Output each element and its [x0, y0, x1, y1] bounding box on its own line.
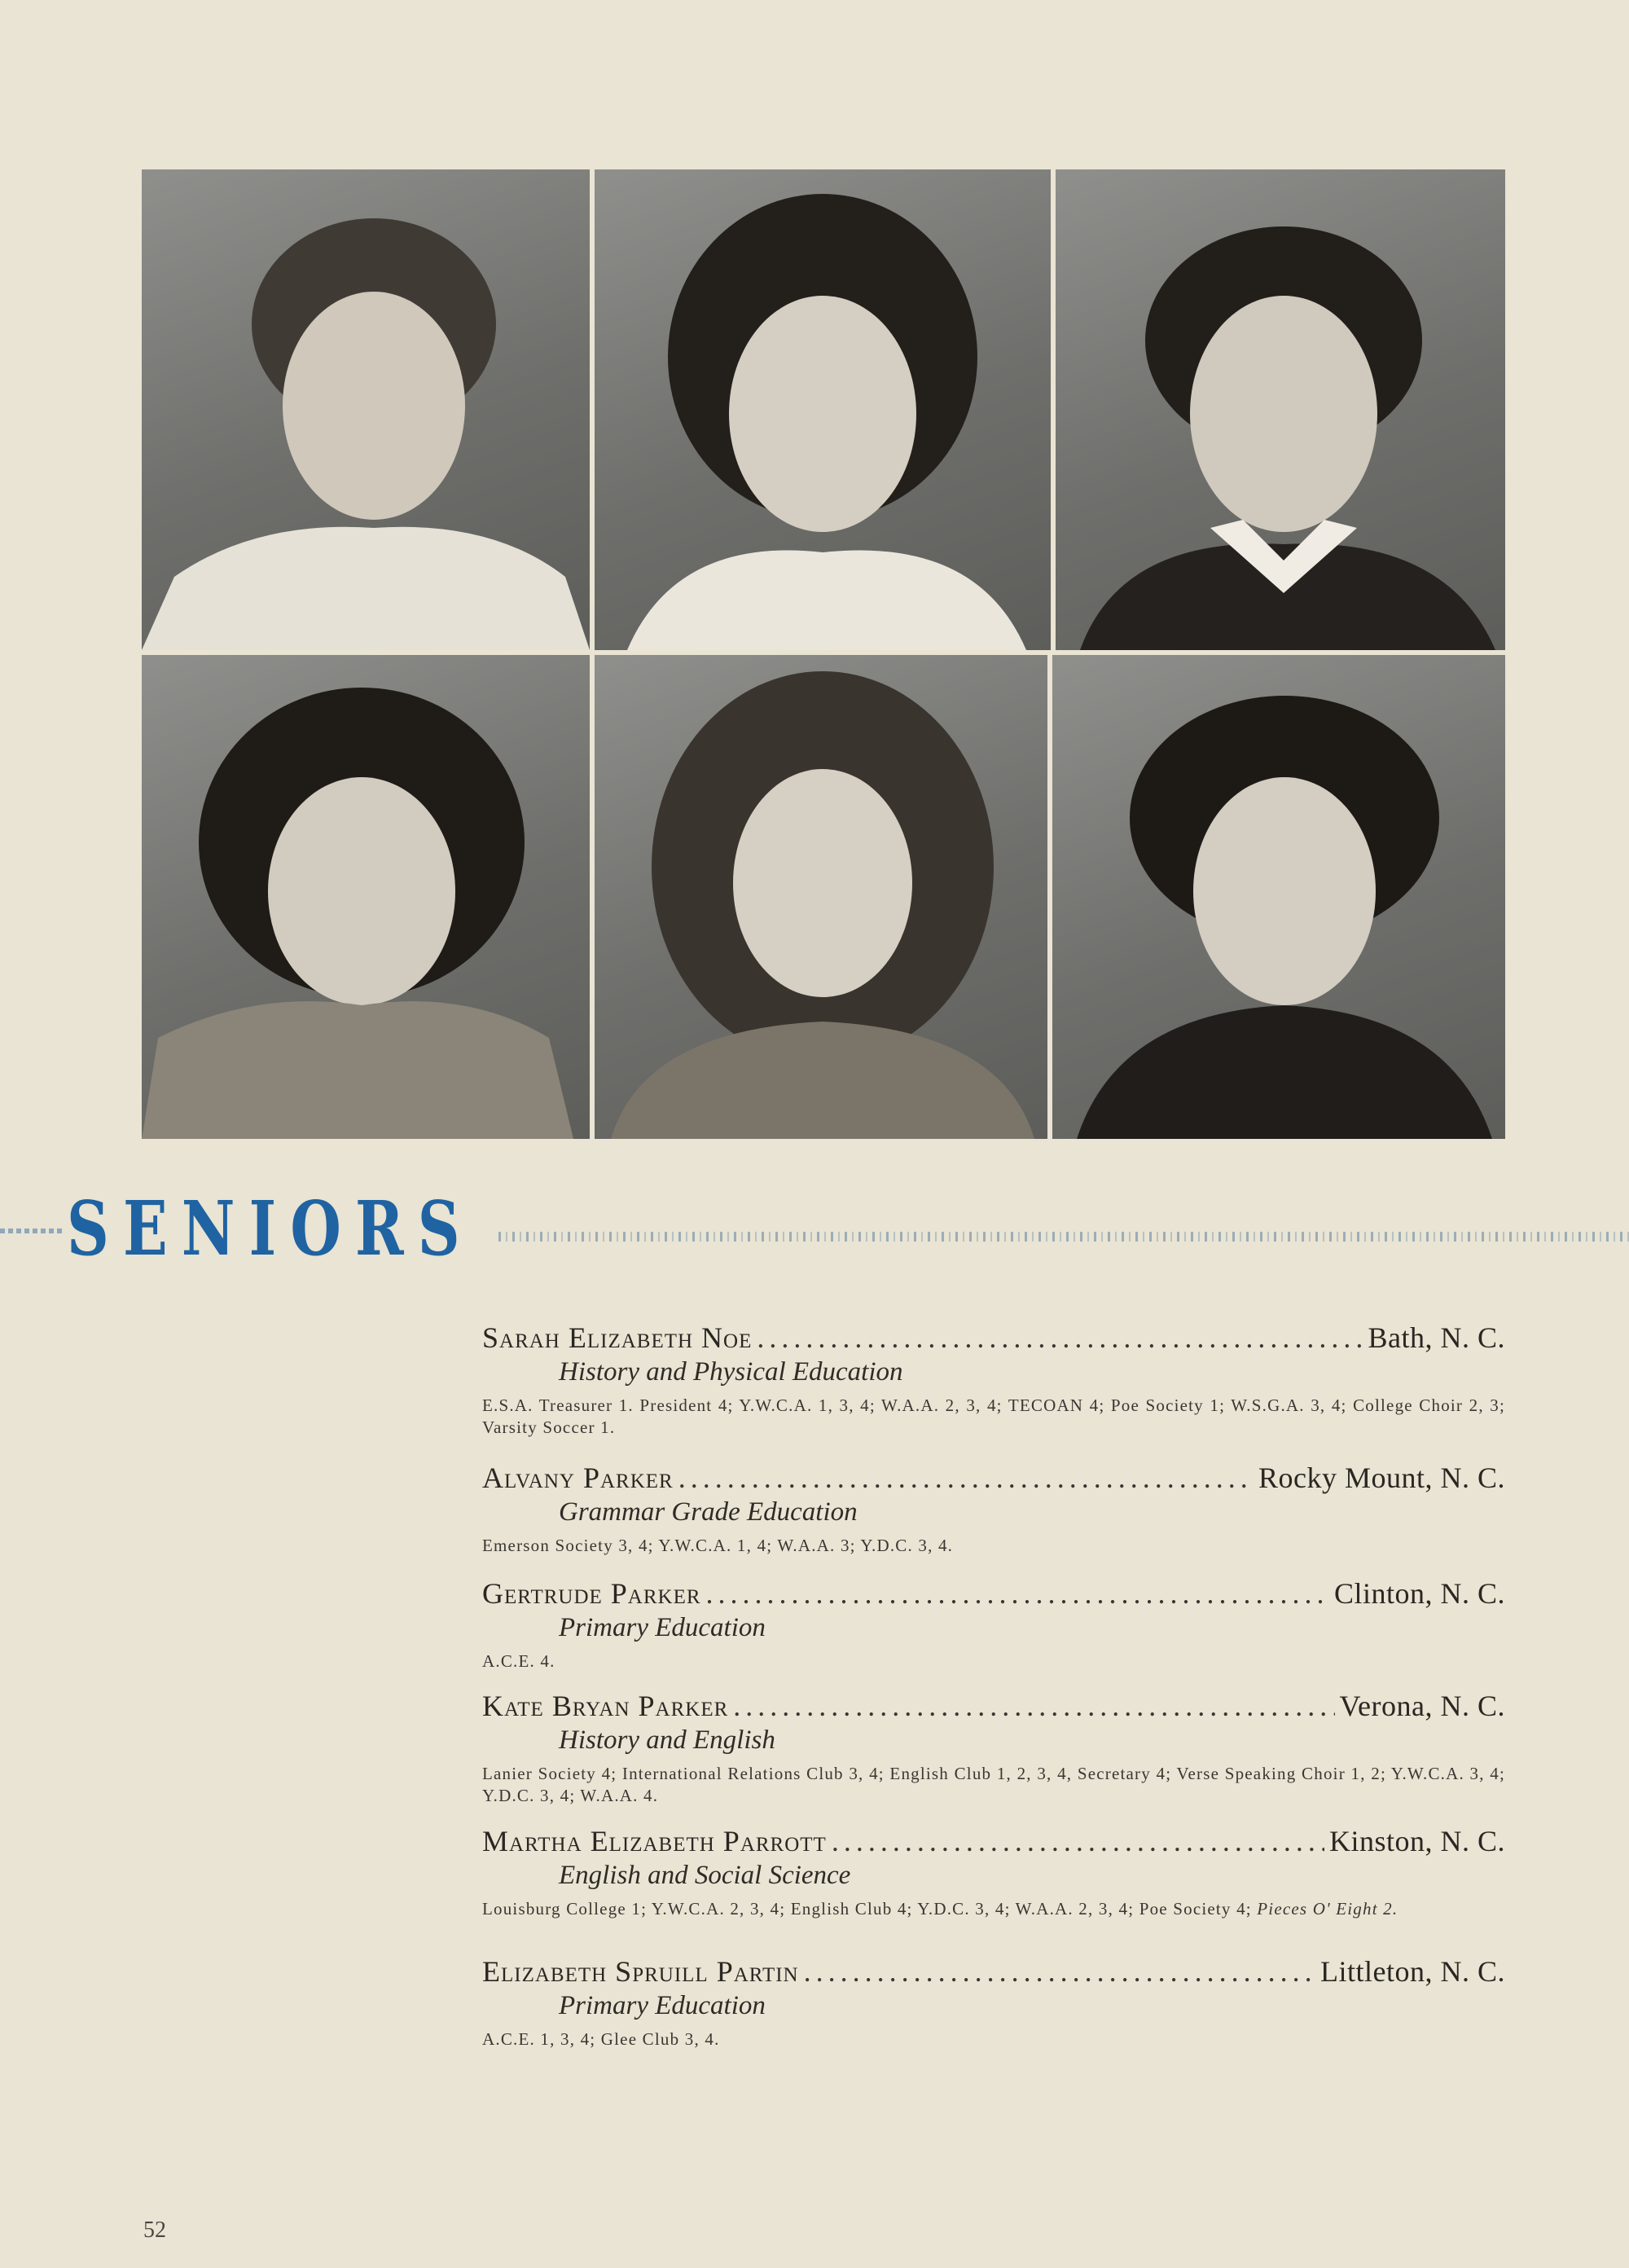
activities-text: Emerson Society 3, 4; Y.W.C.A. 1, 4; W.A.A. 3; Y.D.C. 3, 4.	[482, 1536, 954, 1555]
activities	[482, 1763, 1505, 1807]
hometown: Littleton, N. C.	[1320, 1955, 1505, 1988]
hometown: Clinton, N. C.	[1333, 1577, 1505, 1610]
portrait-photo	[142, 169, 590, 650]
major: Grammar Grade Education	[559, 1497, 858, 1527]
hometown: Rocky Mount, N. C.	[1258, 1461, 1505, 1494]
major: Primary Education	[559, 1991, 766, 2020]
major: History and English	[559, 1725, 775, 1755]
major: Primary Education	[559, 1613, 766, 1642]
dot-leader	[706, 1576, 1329, 1611]
senior-entry	[482, 1688, 1505, 1807]
page-number: 52	[143, 2217, 166, 2243]
portrait-photo	[142, 655, 590, 1139]
activities-text: A.C.E. 4.	[482, 1651, 555, 1671]
portrait-photo	[595, 169, 1051, 650]
activities-text: Louisburg College 1; Y.W.C.A. 2, 3, 4; English Club 4; Y.D.C. 3, 4; W.A.A. 2, 3, 4; Poe Society 4;	[482, 1899, 1252, 1919]
dot-leader	[678, 1460, 1254, 1496]
senior-name: Gertrude Parker	[482, 1577, 701, 1610]
dot-leader	[804, 1954, 1315, 1989]
portrait-photo	[1056, 169, 1505, 650]
major: English and Social Science	[559, 1861, 851, 1890]
dot-leader	[832, 1823, 1324, 1859]
activities	[482, 2028, 1505, 2050]
major: History and Physical Education	[559, 1357, 903, 1387]
senior-name: Elizabeth Spruill Partin	[482, 1955, 799, 1988]
portrait-photo	[1052, 655, 1505, 1139]
activities-text: Lanier Society 4; International Relations Club 3, 4; English Club 1, 2, 3, 4, Secretary 4; Verse Speaking Choir 1, 2; Y.W.C.A. 3, 4; Y.D.C. 3, 4; W.A.A. 4.	[482, 1764, 1505, 1805]
hometown: Bath, N. C.	[1368, 1321, 1505, 1354]
section-title: SENIORS	[67, 1185, 474, 1272]
dot-leader	[757, 1320, 1363, 1356]
banner-ornament-left	[0, 1228, 64, 1233]
activities	[482, 1535, 1505, 1557]
senior-name: Sarah Elizabeth Noe	[482, 1321, 753, 1354]
activities	[482, 1395, 1505, 1439]
banner-ornament-right	[498, 1232, 1629, 1242]
senior-entry	[482, 1460, 1505, 1557]
portrait-photo	[595, 655, 1047, 1139]
dot-leader	[733, 1688, 1334, 1724]
senior-name: Alvany Parker	[482, 1461, 674, 1494]
activities-text: A.C.E. 1, 3, 4; Glee Club 3, 4.	[482, 2029, 720, 2049]
senior-name: Martha Elizabeth Parrott	[482, 1825, 827, 1857]
senior-name: Kate Bryan Parker	[482, 1690, 729, 1722]
senior-entry	[482, 1823, 1505, 1920]
activities	[482, 1898, 1505, 1920]
activities-text: E.S.A. Treasurer 1. President 4; Y.W.C.A. 1, 3, 4; W.A.A. 2, 3, 4; TECOAN 4; Poe Society 1; W.S.G.A. 3, 4; College Choir 2, 3; Varsity Soccer 1.	[482, 1396, 1505, 1437]
hometown: Verona, N. C.	[1339, 1690, 1505, 1722]
activities-italic: Pieces O' Eight 2.	[1257, 1899, 1398, 1919]
hometown: Kinston, N. C.	[1328, 1825, 1505, 1857]
senior-entry	[482, 1576, 1505, 1672]
senior-entry	[482, 1954, 1505, 2050]
activities	[482, 1650, 1505, 1672]
senior-entry	[482, 1320, 1505, 1439]
